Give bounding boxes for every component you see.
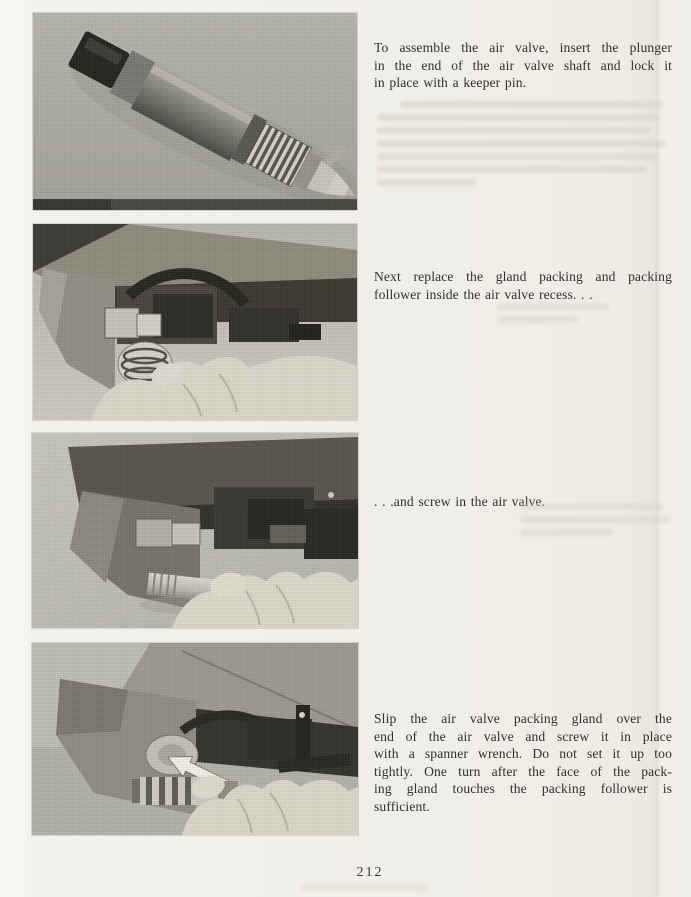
caption-line: Next replace the gland packing and packing <box>374 269 672 284</box>
caption-line: with a spanner wrench. Do not set it up too <box>374 746 672 762</box>
caption-assemble-air-valve <box>374 39 672 92</box>
packing-gland-photo-art <box>32 643 358 835</box>
figure-gland-packing <box>33 224 357 420</box>
bracket <box>304 509 358 559</box>
hex-fitting <box>105 308 139 338</box>
hex-fitting-small <box>172 523 200 545</box>
caption-line: ing gland touches the packing follower is <box>374 781 672 797</box>
figure-packing-gland <box>32 643 358 835</box>
screw-valve-photo-art <box>32 433 358 628</box>
bracket-hardware <box>229 308 299 342</box>
ghost-text-bleedthrough <box>377 101 669 192</box>
caption-line: tightly. One turn after the face of the pack- <box>374 763 672 779</box>
table-edge-shadow <box>33 199 111 210</box>
caption-line: follower inside the air valve recess. . . <box>374 286 593 302</box>
caption-line: Slip the air valve packing gland over the <box>374 711 672 726</box>
caption-line: . . .and screw in the air valve. <box>374 494 546 509</box>
caption-line: To assemble the air valve, insert the plunger <box>374 40 672 55</box>
caption-packing-gland <box>374 710 672 816</box>
hex-fitting-small <box>137 314 161 336</box>
ghost-text-bleedthrough <box>497 303 609 329</box>
figure-air-valve-part <box>33 13 357 210</box>
bolt-highlight <box>328 492 334 498</box>
valve-block-recess <box>153 294 213 338</box>
bracket-knob <box>289 324 321 340</box>
caption-line: in the end of the air valve shaft and lock it <box>374 57 672 73</box>
small-cylinder <box>270 525 306 543</box>
caption-line: in place with a keeper pin. <box>374 75 527 91</box>
caption-line: end of the air valve and screw it in place <box>374 728 672 744</box>
figure-screw-in-valve <box>32 433 358 628</box>
caption-gland-packing <box>374 268 672 303</box>
air-valve-photo-art <box>33 13 357 210</box>
bolt-highlight <box>299 712 305 718</box>
gland-packing-photo-art <box>33 224 357 420</box>
hex-fitting <box>136 519 172 547</box>
caption-line: sufficient. <box>374 798 430 814</box>
ghost-text-bleedthrough <box>520 503 670 542</box>
page-number: 212 <box>356 865 384 880</box>
ghost-text-bleedthrough <box>300 884 430 897</box>
